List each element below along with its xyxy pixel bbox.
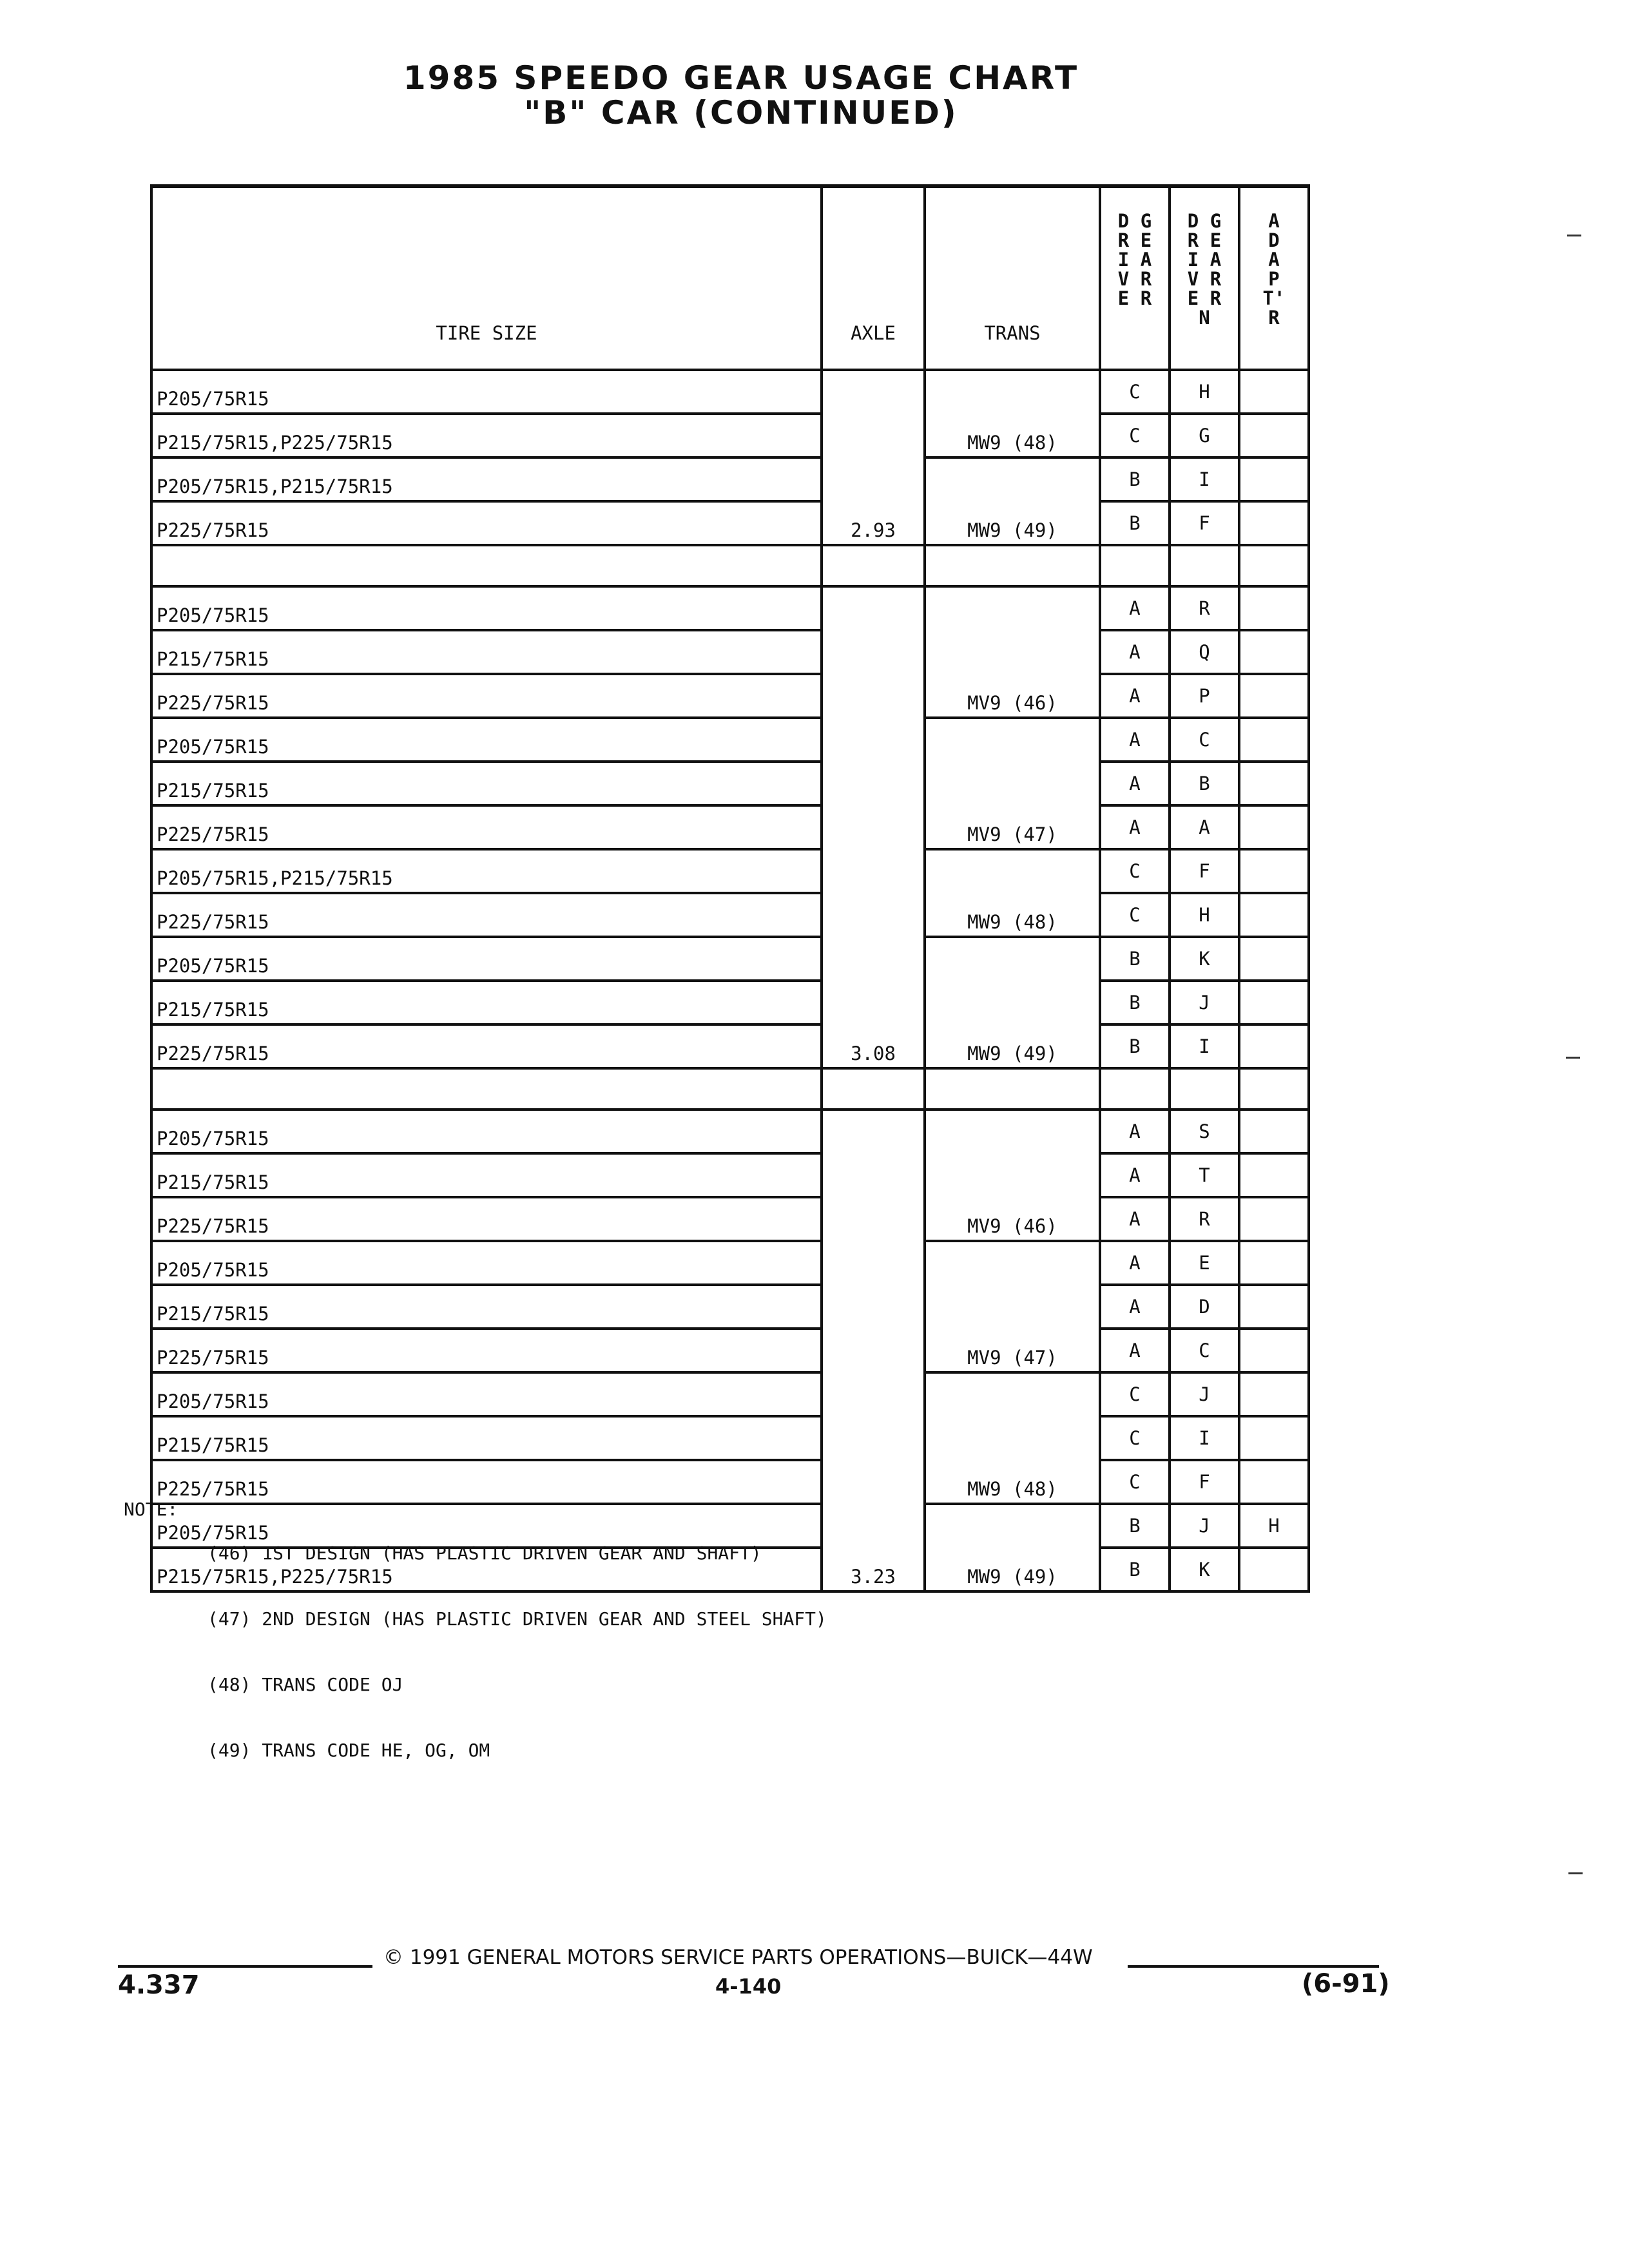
driven-gear-cell: J — [1170, 1504, 1239, 1548]
table-row — [151, 1024, 1309, 1068]
table-body — [151, 370, 1309, 1591]
adapter-cell — [1239, 1241, 1309, 1285]
drive-gear-cell: A — [1100, 1153, 1170, 1197]
drive-gear-cell: B — [1100, 501, 1170, 545]
tire-size-cell: P215/75R15 — [151, 630, 822, 674]
adapter-cell — [1239, 674, 1309, 718]
margin-mark — [1567, 235, 1581, 236]
trans-cell: MV9 (46) — [925, 1110, 1100, 1241]
tire-size-cell: P205/75R15 — [151, 586, 822, 630]
tire-size-cell: P205/75R15 — [151, 1504, 822, 1548]
drive-gear-cell: B — [1100, 457, 1170, 501]
adapter-cell: H — [1239, 1504, 1309, 1548]
margin-mark — [1568, 1872, 1583, 1874]
table-row — [151, 1241, 1309, 1285]
table-row — [151, 1153, 1309, 1197]
drive-gear-cell: B — [1100, 1024, 1170, 1068]
header-adapter — [1239, 186, 1309, 370]
tire-size-cell: P225/75R15 — [151, 1024, 822, 1068]
tire-size-cell: P215/75R15 — [151, 1416, 822, 1460]
tire-size-cell: P215/75R15 — [151, 1285, 822, 1329]
margin-mark — [1566, 1057, 1580, 1059]
adapter-cell — [1239, 762, 1309, 805]
table-row — [151, 457, 1309, 501]
note-item: (49) TRANS CODE HE, OG, OM — [207, 1740, 490, 1761]
drive-gear-cell: C — [1100, 1460, 1170, 1504]
table-row — [151, 762, 1309, 805]
header-adapter-text: A D A P T' R — [1262, 210, 1286, 329]
table-row — [151, 1110, 1309, 1153]
driven-gear-cell: K — [1170, 1548, 1239, 1591]
adapter-cell — [1239, 370, 1309, 414]
drive-gear-cell: C — [1100, 370, 1170, 414]
drive-gear-cell: B — [1100, 1504, 1170, 1548]
note-item: (46) 1ST DESIGN (HAS PLASTIC DRIVEN GEAR AND SHAFT) — [207, 1542, 762, 1564]
separator-cell — [151, 545, 822, 586]
footer-copyright: © 1991 GENERAL MOTORS SERVICE PARTS OPERATIONS—BUICK—44W — [383, 1946, 1093, 1969]
drive-gear-cell: C — [1100, 849, 1170, 893]
drive-gear-cell: A — [1100, 805, 1170, 849]
driven-gear-cell: P — [1170, 674, 1239, 718]
header-drive-gear-text: D G R E I A V R E R — [1117, 210, 1152, 309]
adapter-cell — [1239, 1197, 1309, 1241]
table-header-row — [151, 186, 1309, 370]
tire-size-cell: P225/75R15 — [151, 1329, 822, 1372]
note-item: (48) TRANS CODE OJ — [207, 1674, 403, 1695]
header-driven-gear-text: D G R E I A V R E R N — [1187, 210, 1222, 329]
table-row — [151, 937, 1309, 981]
tire-size-cell: P225/75R15 — [151, 893, 822, 937]
driven-gear-cell: I — [1170, 457, 1239, 501]
tire-size-cell: P205/75R15,P215/75R15 — [151, 849, 822, 893]
driven-gear-cell: S — [1170, 1110, 1239, 1153]
trans-cell: MW9 (48) — [925, 849, 1100, 937]
trans-cell: MV9 (47) — [925, 1241, 1100, 1372]
header-tire-size: TIRE SIZE — [151, 186, 822, 370]
adapter-cell — [1239, 1329, 1309, 1372]
driven-gear-cell: G — [1170, 414, 1239, 457]
driven-gear-cell: R — [1170, 586, 1239, 630]
adapter-cell — [1239, 414, 1309, 457]
driven-gear-cell: E — [1170, 1241, 1239, 1285]
driven-gear-cell: I — [1170, 1024, 1239, 1068]
driven-gear-cell: C — [1170, 1329, 1239, 1372]
driven-gear-cell: J — [1170, 981, 1239, 1024]
drive-gear-cell: A — [1100, 1241, 1170, 1285]
drive-gear-cell: A — [1100, 718, 1170, 762]
drive-gear-cell: A — [1100, 1329, 1170, 1372]
drive-gear-cell: A — [1100, 586, 1170, 630]
page-date-right: (6-91) — [1302, 1969, 1390, 1999]
separator-cell — [151, 1068, 822, 1110]
tire-size-cell: P205/75R15 — [151, 370, 822, 414]
adapter-cell — [1239, 586, 1309, 630]
tire-size-cell: P225/75R15 — [151, 1197, 822, 1241]
header-driven-gear — [1170, 186, 1239, 370]
tire-size-cell: P205/75R15 — [151, 1110, 822, 1153]
adapter-cell — [1239, 981, 1309, 1024]
adapter-cell — [1239, 718, 1309, 762]
drive-gear-cell: A — [1100, 674, 1170, 718]
tire-size-cell: P225/75R15 — [151, 674, 822, 718]
trans-cell: MW9 (48) — [925, 370, 1100, 457]
page-number-center: 4-140 — [715, 1974, 782, 1999]
adapter-cell — [1239, 1285, 1309, 1329]
header-trans: TRANS — [925, 186, 1100, 370]
trans-cell: MV9 (47) — [925, 718, 1100, 849]
drive-gear-cell: C — [1100, 1416, 1170, 1460]
table-row — [151, 586, 1309, 630]
adapter-cell — [1239, 1548, 1309, 1591]
tire-size-cell: P225/75R15 — [151, 1460, 822, 1504]
driven-gear-cell: F — [1170, 1460, 1239, 1504]
adapter-cell — [1239, 501, 1309, 545]
tire-size-cell: P205/75R15 — [151, 718, 822, 762]
drive-gear-cell: A — [1100, 1197, 1170, 1241]
tire-size-cell: P205/75R15 — [151, 1372, 822, 1416]
driven-gear-cell: Q — [1170, 630, 1239, 674]
separator-cell — [925, 1068, 1100, 1110]
table-row — [151, 805, 1309, 849]
adapter-cell — [1239, 630, 1309, 674]
drive-gear-cell: C — [1100, 1372, 1170, 1416]
separator-cell — [1170, 1068, 1239, 1110]
driven-gear-cell: F — [1170, 501, 1239, 545]
page-number-left: 4.337 — [118, 1970, 200, 2000]
table-row — [151, 1460, 1309, 1504]
tire-size-cell: P205/75R15 — [151, 937, 822, 981]
axle-cell: 3.23 — [822, 1110, 925, 1591]
driven-gear-cell: F — [1170, 849, 1239, 893]
note-item: (47) 2ND DESIGN (HAS PLASTIC DRIVEN GEAR AND STEEL SHAFT) — [207, 1608, 827, 1629]
separator-cell — [822, 545, 925, 586]
footer-rule-left — [118, 1965, 372, 1968]
drive-gear-cell: C — [1100, 414, 1170, 457]
chart-title: 1985 SPEEDO GEAR USAGE CHART — [403, 59, 1079, 97]
table-row — [151, 849, 1309, 893]
speedo-gear-table — [150, 184, 1310, 1593]
drive-gear-cell: A — [1100, 630, 1170, 674]
adapter-cell — [1239, 1153, 1309, 1197]
driven-gear-cell: C — [1170, 718, 1239, 762]
table-row — [151, 1285, 1309, 1329]
tire-size-cell: P215/75R15 — [151, 762, 822, 805]
table-row — [151, 1197, 1309, 1241]
tire-size-cell: P215/75R15 — [151, 1153, 822, 1197]
tire-size-cell: P205/75R15,P215/75R15 — [151, 457, 822, 501]
adapter-cell — [1239, 849, 1309, 893]
table-row — [151, 1416, 1309, 1460]
adapter-cell — [1239, 1024, 1309, 1068]
tire-size-cell: P215/75R15 — [151, 981, 822, 1024]
drive-gear-cell: C — [1100, 893, 1170, 937]
chart-subtitle: "B" CAR (CONTINUED) — [524, 94, 958, 131]
drive-gear-cell: A — [1100, 762, 1170, 805]
table-row — [151, 893, 1309, 937]
drive-gear-cell: B — [1100, 937, 1170, 981]
adapter-cell — [1239, 1372, 1309, 1416]
table-row — [151, 370, 1309, 414]
adapter-cell — [1239, 1416, 1309, 1460]
drive-gear-cell: B — [1100, 981, 1170, 1024]
driven-gear-cell: H — [1170, 893, 1239, 937]
adapter-cell — [1239, 1110, 1309, 1153]
table-row — [151, 718, 1309, 762]
driven-gear-cell: B — [1170, 762, 1239, 805]
driven-gear-cell: A — [1170, 805, 1239, 849]
trans-cell: MW9 (48) — [925, 1372, 1100, 1504]
tire-size-cell: P215/75R15,P225/75R15 — [151, 1548, 822, 1591]
separator-cell — [1239, 1068, 1309, 1110]
trans-cell: MW9 (49) — [925, 457, 1100, 545]
trans-cell: MV9 (46) — [925, 586, 1100, 718]
drive-gear-cell: B — [1100, 1548, 1170, 1591]
separator-cell — [822, 1068, 925, 1110]
tire-size-cell: P205/75R15 — [151, 1241, 822, 1285]
driven-gear-cell: I — [1170, 1416, 1239, 1460]
footer-rule-right — [1128, 1965, 1379, 1968]
adapter-cell — [1239, 457, 1309, 501]
header-axle: AXLE — [822, 186, 925, 370]
table-row — [151, 501, 1309, 545]
drive-gear-cell: A — [1100, 1285, 1170, 1329]
table-row — [151, 981, 1309, 1024]
driven-gear-cell: T — [1170, 1153, 1239, 1197]
group-separator — [151, 1068, 1309, 1110]
separator-cell — [1100, 545, 1170, 586]
group-separator — [151, 545, 1309, 586]
table-row — [151, 630, 1309, 674]
separator-cell — [1239, 545, 1309, 586]
table-row — [151, 1329, 1309, 1372]
drive-gear-cell: A — [1100, 1110, 1170, 1153]
driven-gear-cell: D — [1170, 1285, 1239, 1329]
note-items — [207, 1499, 827, 1805]
tire-size-cell: P225/75R15 — [151, 805, 822, 849]
tire-size-cell: P225/75R15 — [151, 501, 822, 545]
driven-gear-cell: H — [1170, 370, 1239, 414]
driven-gear-cell: K — [1170, 937, 1239, 981]
adapter-cell — [1239, 937, 1309, 981]
driven-gear-cell: R — [1170, 1197, 1239, 1241]
axle-cell: 3.08 — [822, 586, 925, 1068]
separator-cell — [925, 545, 1100, 586]
separator-cell — [1170, 545, 1239, 586]
axle-cell: 2.93 — [822, 370, 925, 545]
adapter-cell — [1239, 805, 1309, 849]
separator-cell — [1100, 1068, 1170, 1110]
table-row — [151, 674, 1309, 718]
trans-cell: MW9 (49) — [925, 1504, 1100, 1591]
table-row — [151, 1372, 1309, 1416]
tire-size-cell: P215/75R15,P225/75R15 — [151, 414, 822, 457]
adapter-cell — [1239, 893, 1309, 937]
trans-cell: MW9 (49) — [925, 937, 1100, 1068]
table-row — [151, 414, 1309, 457]
header-drive-gear — [1100, 186, 1170, 370]
adapter-cell — [1239, 1460, 1309, 1504]
page-footer — [0, 1946, 1629, 2023]
driven-gear-cell: J — [1170, 1372, 1239, 1416]
note-label: NOTE: — [124, 1499, 178, 1520]
